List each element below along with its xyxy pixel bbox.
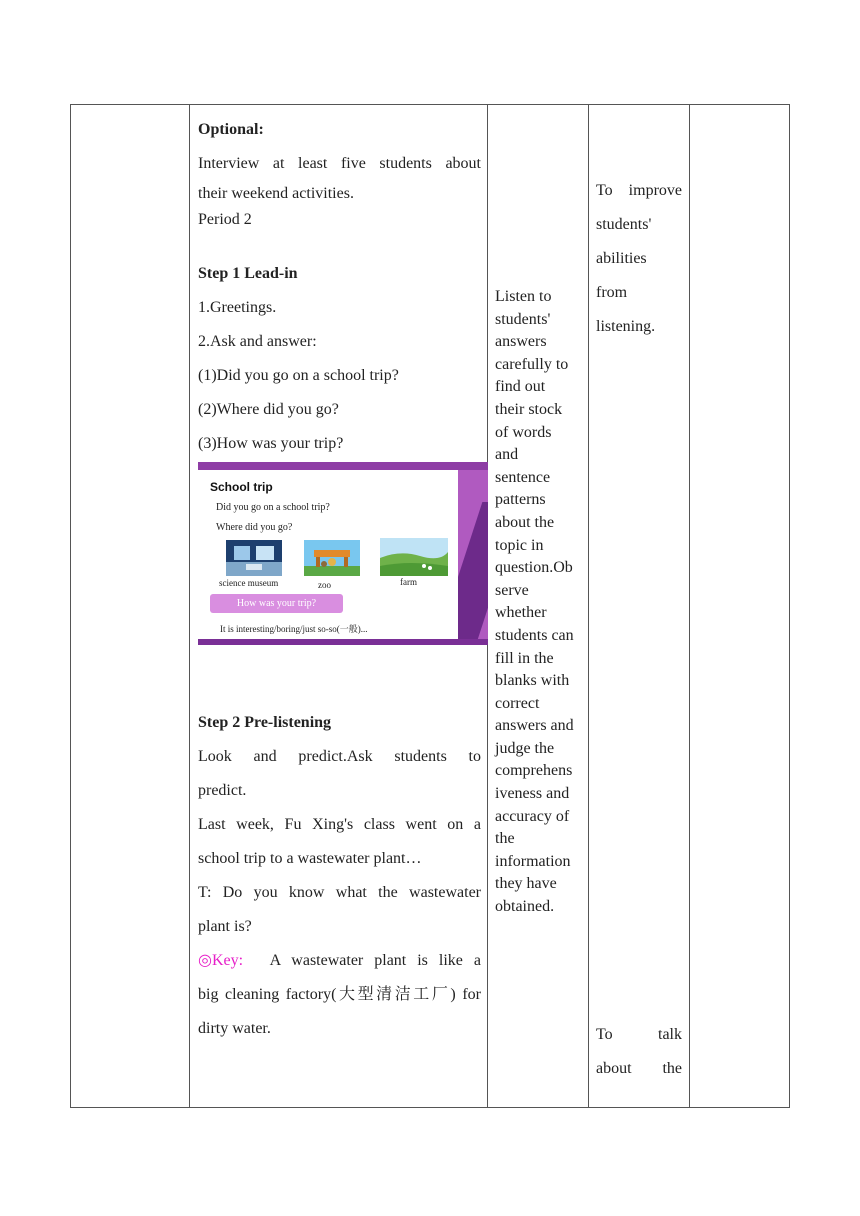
aim-line: about the [596, 1060, 682, 1077]
assessment-line: the [495, 830, 515, 848]
slide-question: Did you go on a school trip? [216, 502, 330, 513]
assessment-line: fill in the [495, 649, 554, 667]
assessment-line: accuracy of [495, 807, 570, 825]
aim-line: abilities [596, 250, 647, 267]
aim-block-2 [596, 1018, 682, 1086]
aim-line: To improve [596, 182, 682, 199]
step2-line: plant is? [198, 918, 252, 935]
key-text: A wastewater plant is like a [269, 952, 481, 969]
step2-line: Look and predict.Ask students to [198, 748, 481, 765]
slide-question: Where did you go? [216, 522, 293, 533]
science-museum-image [226, 540, 282, 576]
key-label: ◎Key: [198, 952, 244, 969]
optional-text-line: their weekend activities. [198, 185, 354, 202]
slide-answer: It is interesting/boring/just so-so(一般)... [220, 624, 368, 634]
place-caption: science museum [219, 578, 279, 588]
assessment-line: answers and [495, 717, 574, 735]
step1-line: (3)How was your trip? [198, 435, 344, 452]
assessment-line: students can [495, 626, 574, 644]
assessment-line: answers [495, 333, 547, 351]
column-divider [689, 105, 690, 1107]
optional-text-line: Interview at least five students about [198, 155, 481, 172]
assessment-line: information [495, 852, 571, 870]
aim-block-1 [596, 174, 682, 344]
step2-line: Last week, Fu Xing's class went on a [198, 816, 481, 833]
assessment-line: Listen to [495, 288, 552, 305]
aim-line: from [596, 284, 628, 301]
place-caption: zoo [318, 580, 331, 590]
optional-label: Optional: [198, 121, 264, 138]
assessment-line: carefully to [495, 355, 569, 373]
key-line [198, 944, 481, 978]
step1-line: 2.Ask and answer: [198, 333, 317, 350]
slide-question-pill: How was your trip? [210, 594, 343, 613]
key-line: dirty water. [198, 1020, 271, 1037]
assessment-line: about the [495, 513, 555, 531]
step1-line: (1)Did you go on a school trip? [198, 367, 399, 384]
assessment-line: students' [495, 310, 551, 328]
school-trip-slide [198, 462, 488, 645]
assessment-line: patterns [495, 491, 546, 509]
assessment-line: iveness and [495, 785, 570, 803]
place-caption: farm [400, 577, 417, 587]
period-label: Period 2 [198, 211, 252, 228]
assessment-line: correct [495, 694, 540, 712]
assessment-line: blanks with [495, 672, 570, 690]
aim-line: students' [596, 216, 652, 233]
step2-line: school trip to a wastewater plant… [198, 850, 422, 867]
assessment-line: obtained. [495, 898, 555, 916]
step1-title: Step 1 Lead-in [198, 265, 298, 282]
column-divider [189, 105, 190, 1107]
aim-line: To talk [596, 1026, 682, 1043]
assessment-line: find out [495, 378, 546, 396]
assessment-line: their stock [495, 400, 563, 418]
column-divider [588, 105, 589, 1107]
slide-band [198, 462, 488, 470]
assessment-line: they have [495, 875, 557, 893]
farm-image [380, 538, 448, 576]
aim-line: listening. [596, 318, 656, 335]
lesson-plan-table [70, 104, 790, 1108]
assessment-line: question.Ob [495, 559, 573, 577]
assessment-line: serve [495, 581, 529, 599]
step2-line: T: Do you know what the wastewater [198, 884, 481, 901]
assessment-line: of words [495, 423, 552, 441]
step2-line: predict. [198, 782, 247, 799]
assessment-line: topic in [495, 536, 544, 554]
step1-line: (2)Where did you go? [198, 401, 339, 418]
slide-title: School trip [210, 480, 273, 494]
assessment-line: whether [495, 604, 547, 622]
step2-title: Step 2 Pre-listening [198, 714, 332, 731]
slide-band [198, 639, 488, 645]
slide-content [198, 470, 458, 639]
key-line: big cleaning factory(大型清洁工厂) for [198, 986, 481, 1003]
assessment-line: judge the [495, 739, 555, 757]
zoo-image [304, 540, 360, 576]
assessment-line: sentence [495, 468, 551, 486]
step1-line: 1.Greetings. [198, 299, 277, 316]
assessment-line: and [495, 446, 519, 464]
assessment-column [495, 286, 587, 919]
assessment-line: comprehens [495, 762, 573, 780]
